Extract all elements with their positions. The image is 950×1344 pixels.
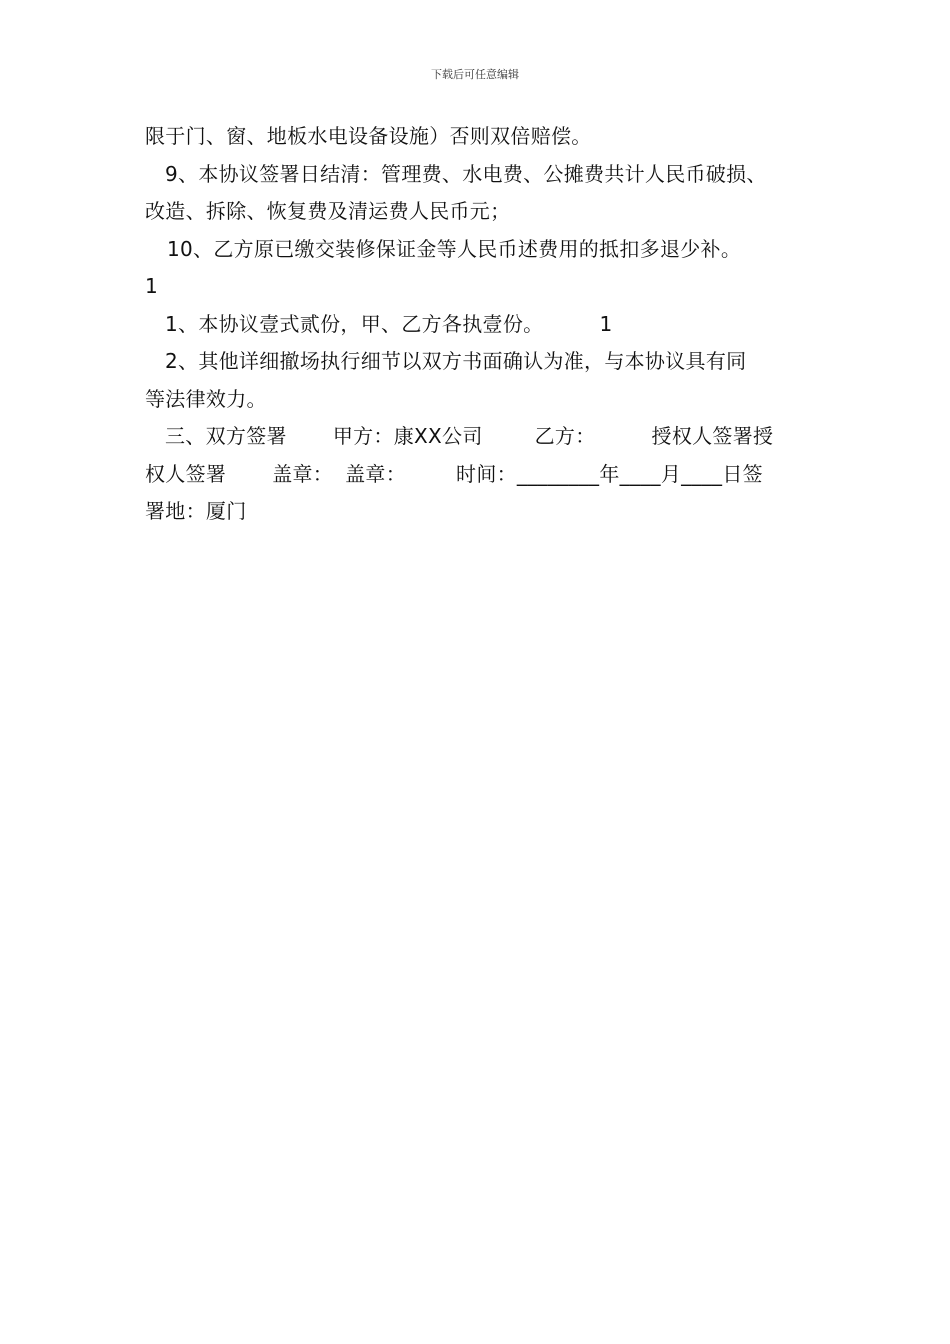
clause-2-line: 2、其他详细撤场执行细节以双方书面确认为准，与本协议具有同 (165, 349, 747, 373)
authorized-signature-label: 授权人签署授 (651, 424, 774, 448)
copies-clause-text: 1、本协议壹式贰份，甲、乙方各执壹份。 (165, 311, 544, 336)
document-body (145, 118, 815, 531)
party-a-label: 甲方：康XX公司 (332, 424, 483, 448)
signing-location-line: 署地：厦门 (145, 499, 247, 523)
page-header: 下载后可任意编辑 (431, 68, 519, 81)
page-number-marker: 1 (599, 311, 613, 336)
paragraph-line: 限于门、窗、地板水电设备设施）否则双倍赔偿。 (145, 124, 592, 148)
clause-9-line: 9、本协议签署日结清：管理费、水电费、公摊费共计人民币破损、 (165, 161, 767, 186)
party-b-label: 乙方： (534, 424, 596, 448)
clause-10-line: 10、乙方原已缴交装修保证金等人民币述费用的抵扣多退少补。 (167, 236, 742, 261)
copies-clause-line (145, 306, 815, 344)
authorized-signature-continuation: 权人签署 (145, 461, 227, 486)
seal-label-b: 盖章： (345, 461, 407, 486)
clause-2-continuation: 等法律效力。 (145, 386, 267, 411)
signature-line (145, 418, 815, 456)
signature-section-title: 三、双方签署 (165, 424, 287, 448)
date-label: 时间：________年____月____日签 (456, 461, 763, 486)
page-number-marker: 1 (145, 274, 159, 298)
clause-9-continuation: 改造、拆除、恢复费及清运费人民币元； (145, 199, 511, 223)
signature-details-line (145, 456, 815, 494)
seal-label-a: 盖章： (272, 461, 334, 486)
